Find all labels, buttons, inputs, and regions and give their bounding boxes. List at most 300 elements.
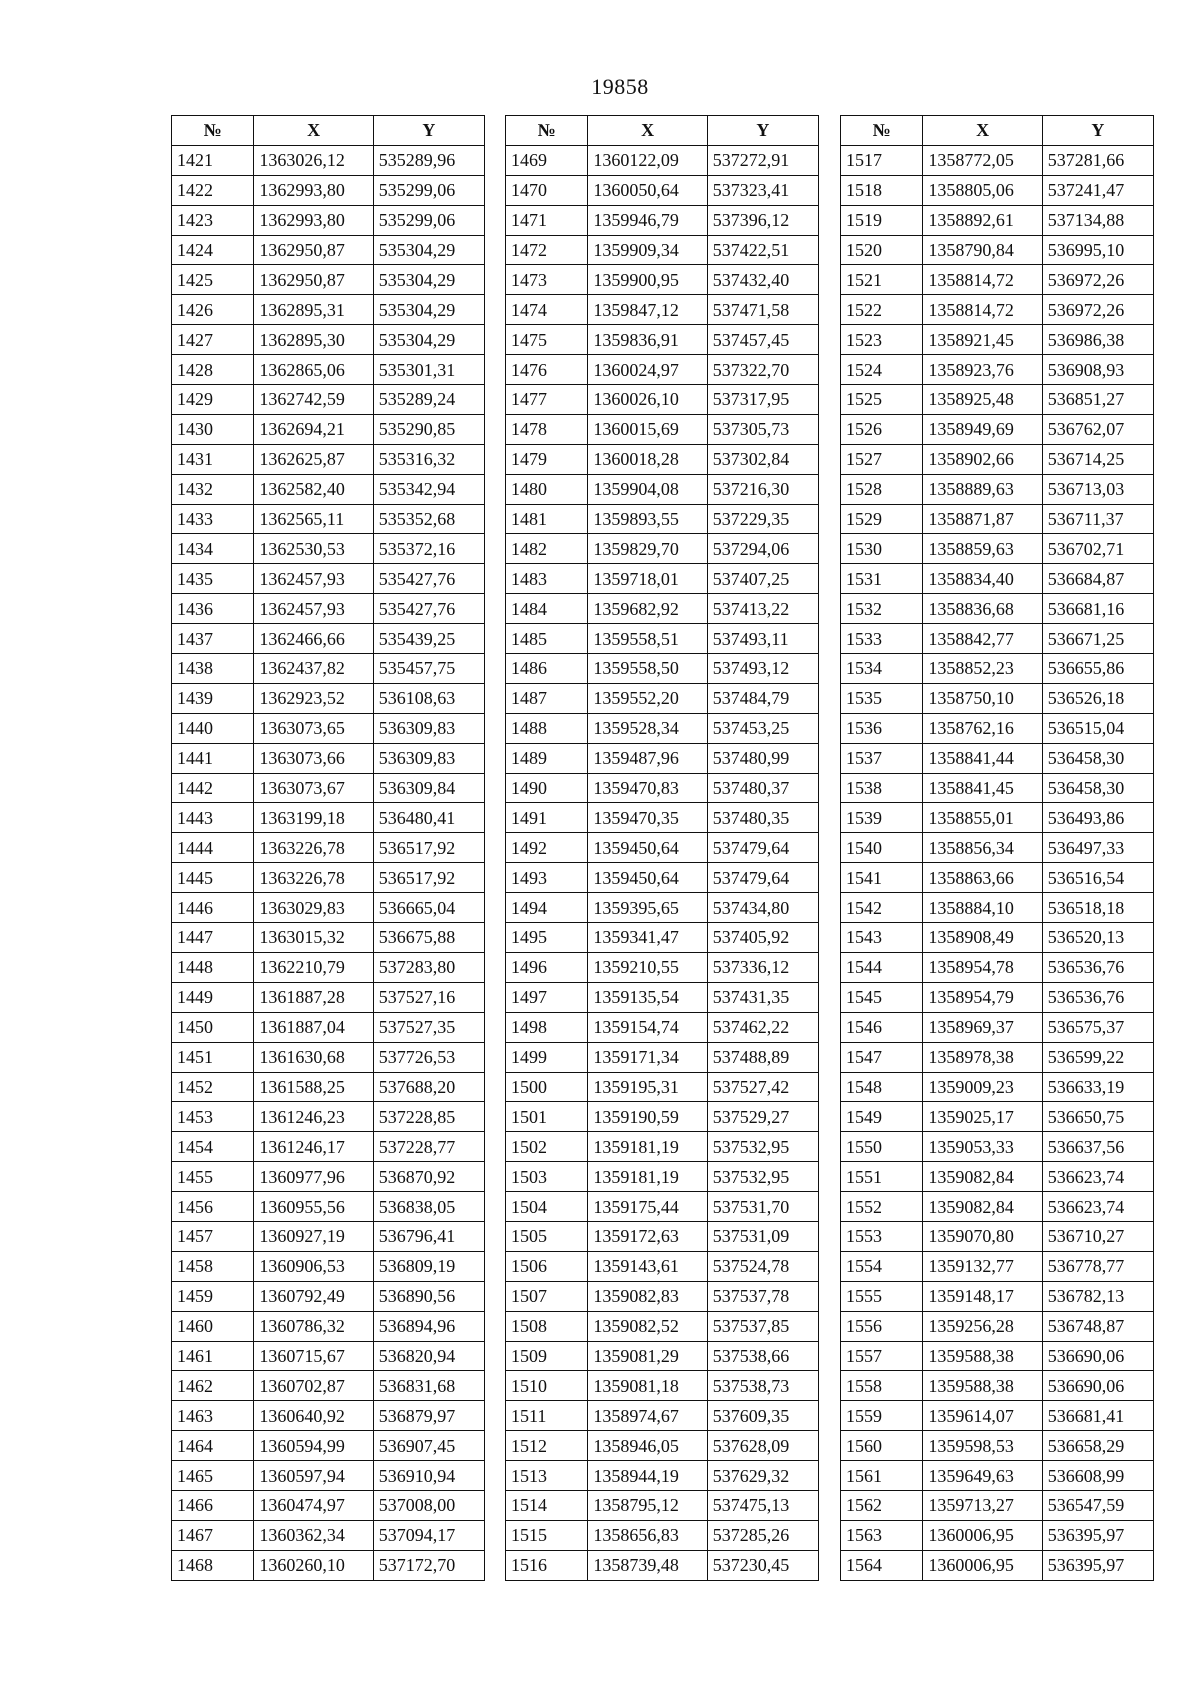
x-coordinate-cell: 1360018,28 <box>588 444 707 474</box>
y-coordinate-cell: 537538,66 <box>707 1341 818 1371</box>
x-coordinate-cell: 1360597,94 <box>254 1461 373 1491</box>
y-coordinate-cell: 537609,35 <box>707 1401 818 1431</box>
y-coordinate-cell: 535304,29 <box>373 265 484 295</box>
point-number-cell: 1437 <box>172 624 254 654</box>
x-coordinate-cell: 1360640,92 <box>254 1401 373 1431</box>
point-number-cell: 1467 <box>172 1520 254 1550</box>
y-coordinate-cell: 537488,89 <box>707 1042 818 1072</box>
table-row <box>841 1132 1154 1162</box>
point-number-cell: 1508 <box>506 1311 588 1341</box>
point-number-cell: 1436 <box>172 594 254 624</box>
table-row <box>506 1311 819 1341</box>
y-coordinate-cell: 536894,96 <box>373 1311 484 1341</box>
table-row <box>172 952 485 982</box>
y-coordinate-cell: 535352,68 <box>373 504 484 534</box>
table-row <box>506 1012 819 1042</box>
point-number-cell: 1456 <box>172 1192 254 1222</box>
point-number-cell: 1431 <box>172 444 254 474</box>
point-number-cell: 1546 <box>841 1012 923 1042</box>
x-coordinate-cell: 1359082,83 <box>588 1281 707 1311</box>
table-row <box>841 474 1154 504</box>
table-row <box>841 952 1154 982</box>
table-row <box>506 952 819 982</box>
x-coordinate-cell: 1362865,06 <box>254 355 373 385</box>
table-row <box>841 1431 1154 1461</box>
x-coordinate-cell: 1362210,79 <box>254 952 373 982</box>
y-coordinate-cell: 537493,11 <box>707 624 818 654</box>
point-number-cell: 1516 <box>506 1550 588 1580</box>
x-coordinate-cell: 1359528,34 <box>588 713 707 743</box>
x-coordinate-cell: 1360024,97 <box>588 355 707 385</box>
point-number-cell: 1513 <box>506 1461 588 1491</box>
x-coordinate-cell: 1358902,66 <box>923 444 1042 474</box>
table-row <box>841 1221 1154 1251</box>
table-row <box>841 1341 1154 1371</box>
point-number-cell: 1505 <box>506 1221 588 1251</box>
table-row <box>506 743 819 773</box>
x-coordinate-cell: 1363199,18 <box>254 803 373 833</box>
point-number-cell: 1538 <box>841 773 923 803</box>
x-coordinate-cell: 1360702,87 <box>254 1371 373 1401</box>
y-coordinate-cell: 535457,75 <box>373 654 484 684</box>
y-coordinate-cell: 536633,19 <box>1042 1072 1153 1102</box>
x-coordinate-cell: 1358814,72 <box>923 295 1042 325</box>
table-row <box>172 1162 485 1192</box>
y-coordinate-cell: 536623,74 <box>1042 1192 1153 1222</box>
x-coordinate-cell: 1359614,07 <box>923 1401 1042 1431</box>
coordinates-table-2 <box>505 115 819 1581</box>
x-coordinate-cell: 1359070,80 <box>923 1221 1042 1251</box>
point-number-cell: 1453 <box>172 1102 254 1132</box>
table-row <box>172 1550 485 1580</box>
point-number-cell: 1450 <box>172 1012 254 1042</box>
point-number-cell: 1460 <box>172 1311 254 1341</box>
point-number-cell: 1523 <box>841 325 923 355</box>
point-number-cell: 1517 <box>841 145 923 175</box>
x-coordinate-cell: 1362565,11 <box>254 504 373 534</box>
y-coordinate-cell: 536517,92 <box>373 833 484 863</box>
point-number-cell: 1455 <box>172 1162 254 1192</box>
y-coordinate-cell: 537172,70 <box>373 1550 484 1580</box>
point-number-cell: 1547 <box>841 1042 923 1072</box>
y-coordinate-cell: 537462,22 <box>707 1012 818 1042</box>
y-coordinate-cell: 537527,42 <box>707 1072 818 1102</box>
y-coordinate-cell: 537008,00 <box>373 1490 484 1520</box>
table-row <box>172 1072 485 1102</box>
point-number-cell: 1542 <box>841 893 923 923</box>
x-coordinate-cell: 1361887,04 <box>254 1012 373 1042</box>
point-number-cell: 1512 <box>506 1431 588 1461</box>
y-coordinate-cell: 536838,05 <box>373 1192 484 1222</box>
x-coordinate-cell: 1360362,34 <box>254 1520 373 1550</box>
table-row <box>172 833 485 863</box>
table-row <box>506 683 819 713</box>
x-coordinate-cell: 1363015,32 <box>254 923 373 953</box>
point-number-cell: 1445 <box>172 863 254 893</box>
table-row <box>841 833 1154 863</box>
table-row <box>841 1102 1154 1132</box>
y-coordinate-cell: 537537,85 <box>707 1311 818 1341</box>
table-row <box>841 1490 1154 1520</box>
point-number-cell: 1496 <box>506 952 588 982</box>
x-coordinate-cell: 1358855,01 <box>923 803 1042 833</box>
y-coordinate-cell: 537471,58 <box>707 295 818 325</box>
point-number-cell: 1504 <box>506 1192 588 1222</box>
point-number-cell: 1531 <box>841 564 923 594</box>
table-row <box>172 1371 485 1401</box>
point-number-cell: 1556 <box>841 1311 923 1341</box>
x-coordinate-cell: 1362950,87 <box>254 265 373 295</box>
point-number-cell: 1442 <box>172 773 254 803</box>
point-number-cell: 1457 <box>172 1221 254 1251</box>
point-number-cell: 1545 <box>841 982 923 1012</box>
table-row <box>172 1311 485 1341</box>
table-row <box>172 923 485 953</box>
y-coordinate-cell: 535427,76 <box>373 594 484 624</box>
point-number-cell: 1499 <box>506 1042 588 1072</box>
table-row <box>841 145 1154 175</box>
y-coordinate-cell: 535299,06 <box>373 175 484 205</box>
point-number-cell: 1473 <box>506 265 588 295</box>
point-number-cell: 1563 <box>841 1520 923 1550</box>
table-row <box>506 863 819 893</box>
point-number-cell: 1483 <box>506 564 588 594</box>
x-coordinate-cell: 1358795,12 <box>588 1490 707 1520</box>
y-coordinate-cell: 536870,92 <box>373 1162 484 1192</box>
point-number-cell: 1430 <box>172 414 254 444</box>
table-row <box>172 654 485 684</box>
point-number-cell: 1527 <box>841 444 923 474</box>
y-coordinate-cell: 536650,75 <box>1042 1102 1153 1132</box>
point-number-cell: 1444 <box>172 833 254 863</box>
table-row <box>841 1012 1154 1042</box>
x-coordinate-cell: 1359893,55 <box>588 504 707 534</box>
y-coordinate-cell: 537484,79 <box>707 683 818 713</box>
point-number-cell: 1557 <box>841 1341 923 1371</box>
table-row <box>841 1251 1154 1281</box>
table-row <box>506 1490 819 1520</box>
y-coordinate-cell: 537323,41 <box>707 175 818 205</box>
point-number-cell: 1446 <box>172 893 254 923</box>
point-number-cell: 1533 <box>841 624 923 654</box>
point-number-cell: 1485 <box>506 624 588 654</box>
x-coordinate-cell: 1359171,34 <box>588 1042 707 1072</box>
table-row <box>506 175 819 205</box>
point-number-cell: 1492 <box>506 833 588 863</box>
table-row <box>506 325 819 355</box>
x-coordinate-cell: 1359190,59 <box>588 1102 707 1132</box>
point-number-cell: 1475 <box>506 325 588 355</box>
y-coordinate-cell: 536395,97 <box>1042 1520 1153 1550</box>
table-row <box>172 205 485 235</box>
y-coordinate-cell: 535439,25 <box>373 624 484 654</box>
x-coordinate-cell: 1360260,10 <box>254 1550 373 1580</box>
table-row <box>172 175 485 205</box>
table-row <box>172 414 485 444</box>
y-coordinate-cell: 537302,84 <box>707 444 818 474</box>
table-row <box>172 1192 485 1222</box>
x-coordinate-cell: 1358852,23 <box>923 654 1042 684</box>
point-number-cell: 1534 <box>841 654 923 684</box>
x-coordinate-cell: 1360026,10 <box>588 385 707 415</box>
x-coordinate-cell: 1358842,77 <box>923 624 1042 654</box>
point-number-cell: 1493 <box>506 863 588 893</box>
point-number-cell: 1440 <box>172 713 254 743</box>
x-coordinate-cell: 1361887,28 <box>254 982 373 1012</box>
x-coordinate-cell: 1359082,84 <box>923 1192 1042 1222</box>
x-coordinate-cell: 1361246,17 <box>254 1132 373 1162</box>
x-coordinate-cell: 1359148,17 <box>923 1281 1042 1311</box>
table-row <box>506 893 819 923</box>
point-number-cell: 1506 <box>506 1251 588 1281</box>
x-coordinate-cell: 1358856,34 <box>923 833 1042 863</box>
table-row <box>172 474 485 504</box>
point-number-cell: 1464 <box>172 1431 254 1461</box>
y-coordinate-cell: 535304,29 <box>373 235 484 265</box>
point-number-cell: 1543 <box>841 923 923 953</box>
point-number-cell: 1486 <box>506 654 588 684</box>
point-number-cell: 1488 <box>506 713 588 743</box>
point-number-cell: 1422 <box>172 175 254 205</box>
x-coordinate-cell: 1359143,61 <box>588 1251 707 1281</box>
x-coordinate-cell: 1359082,84 <box>923 1162 1042 1192</box>
table-row <box>841 654 1154 684</box>
table-row <box>506 205 819 235</box>
y-coordinate-cell: 535301,31 <box>373 355 484 385</box>
y-coordinate-cell: 536493,86 <box>1042 803 1153 833</box>
point-number-cell: 1426 <box>172 295 254 325</box>
table-row <box>172 743 485 773</box>
x-coordinate-cell: 1362694,21 <box>254 414 373 444</box>
point-number-cell: 1433 <box>172 504 254 534</box>
point-number-cell: 1544 <box>841 952 923 982</box>
y-coordinate-cell: 536690,06 <box>1042 1341 1153 1371</box>
y-coordinate-cell: 536890,56 <box>373 1281 484 1311</box>
y-coordinate-cell: 536309,83 <box>373 743 484 773</box>
x-coordinate-cell: 1358859,63 <box>923 534 1042 564</box>
x-coordinate-cell: 1362742,59 <box>254 385 373 415</box>
table-row <box>841 1042 1154 1072</box>
table-row <box>506 923 819 953</box>
x-coordinate-cell: 1359175,44 <box>588 1192 707 1222</box>
table-row <box>172 385 485 415</box>
point-number-cell: 1476 <box>506 355 588 385</box>
y-coordinate-cell: 536851,27 <box>1042 385 1153 415</box>
point-number-cell: 1489 <box>506 743 588 773</box>
table-row <box>172 624 485 654</box>
point-number-cell: 1482 <box>506 534 588 564</box>
x-coordinate-cell: 1359836,91 <box>588 325 707 355</box>
table-row <box>172 1281 485 1311</box>
column-header-y: Y <box>1042 116 1153 146</box>
y-coordinate-cell: 536658,29 <box>1042 1431 1153 1461</box>
x-coordinate-cell: 1358871,87 <box>923 504 1042 534</box>
y-coordinate-cell: 536655,86 <box>1042 654 1153 684</box>
y-coordinate-cell: 536710,27 <box>1042 1221 1153 1251</box>
table-row <box>172 1490 485 1520</box>
table-row <box>172 1042 485 1072</box>
table-row <box>172 265 485 295</box>
y-coordinate-cell: 536520,13 <box>1042 923 1153 953</box>
table-row <box>841 893 1154 923</box>
y-coordinate-cell: 536516,54 <box>1042 863 1153 893</box>
table-row <box>506 594 819 624</box>
y-coordinate-cell: 537134,88 <box>1042 205 1153 235</box>
table-row <box>841 175 1154 205</box>
y-coordinate-cell: 536547,59 <box>1042 1490 1153 1520</box>
table-row <box>506 1341 819 1371</box>
point-number-cell: 1435 <box>172 564 254 594</box>
point-number-cell: 1532 <box>841 594 923 624</box>
x-coordinate-cell: 1361246,23 <box>254 1102 373 1132</box>
y-coordinate-cell: 537531,09 <box>707 1221 818 1251</box>
x-coordinate-cell: 1358954,79 <box>923 982 1042 1012</box>
x-coordinate-cell: 1360786,32 <box>254 1311 373 1341</box>
table-row <box>506 1550 819 1580</box>
column-header-number: № <box>172 116 254 146</box>
x-coordinate-cell: 1358863,66 <box>923 863 1042 893</box>
table-row <box>172 1461 485 1491</box>
y-coordinate-cell: 536108,63 <box>373 683 484 713</box>
point-number-cell: 1454 <box>172 1132 254 1162</box>
x-coordinate-cell: 1359470,35 <box>588 803 707 833</box>
y-coordinate-cell: 537281,66 <box>1042 145 1153 175</box>
y-coordinate-cell: 536671,25 <box>1042 624 1153 654</box>
x-coordinate-cell: 1359649,63 <box>923 1461 1042 1491</box>
x-coordinate-cell: 1359909,34 <box>588 235 707 265</box>
x-coordinate-cell: 1359195,31 <box>588 1072 707 1102</box>
y-coordinate-cell: 537480,99 <box>707 743 818 773</box>
y-coordinate-cell: 537285,26 <box>707 1520 818 1550</box>
table-row <box>841 414 1154 444</box>
x-coordinate-cell: 1362950,87 <box>254 235 373 265</box>
column-header-number: № <box>506 116 588 146</box>
y-coordinate-cell: 537493,12 <box>707 654 818 684</box>
table-row <box>172 893 485 923</box>
table-row <box>506 1520 819 1550</box>
table-row <box>506 624 819 654</box>
x-coordinate-cell: 1360122,09 <box>588 145 707 175</box>
table-row <box>506 1221 819 1251</box>
coordinates-table-1 <box>171 115 485 1581</box>
point-number-cell: 1510 <box>506 1371 588 1401</box>
y-coordinate-cell: 536972,26 <box>1042 265 1153 295</box>
table-row <box>841 863 1154 893</box>
x-coordinate-cell: 1359081,18 <box>588 1371 707 1401</box>
table-row <box>172 235 485 265</box>
x-coordinate-cell: 1358892,61 <box>923 205 1042 235</box>
x-coordinate-cell: 1358814,72 <box>923 265 1042 295</box>
y-coordinate-cell: 536908,93 <box>1042 355 1153 385</box>
point-number-cell: 1470 <box>506 175 588 205</box>
x-coordinate-cell: 1362993,80 <box>254 205 373 235</box>
x-coordinate-cell: 1362437,82 <box>254 654 373 684</box>
x-coordinate-cell: 1360006,95 <box>923 1520 1042 1550</box>
point-number-cell: 1540 <box>841 833 923 863</box>
table-row <box>506 1431 819 1461</box>
point-number-cell: 1561 <box>841 1461 923 1491</box>
x-coordinate-cell: 1359132,77 <box>923 1251 1042 1281</box>
table-row <box>172 1132 485 1162</box>
table-row <box>841 325 1154 355</box>
point-number-cell: 1465 <box>172 1461 254 1491</box>
x-coordinate-cell: 1362923,52 <box>254 683 373 713</box>
table-row <box>506 1281 819 1311</box>
table-row <box>172 594 485 624</box>
x-coordinate-cell: 1359904,08 <box>588 474 707 504</box>
y-coordinate-cell: 536690,06 <box>1042 1371 1153 1401</box>
table-row <box>506 355 819 385</box>
x-coordinate-cell: 1359172,63 <box>588 1221 707 1251</box>
x-coordinate-cell: 1358889,63 <box>923 474 1042 504</box>
point-number-cell: 1530 <box>841 534 923 564</box>
point-number-cell: 1472 <box>506 235 588 265</box>
table-row <box>841 1371 1154 1401</box>
y-coordinate-cell: 536517,92 <box>373 863 484 893</box>
y-coordinate-cell: 536675,88 <box>373 923 484 953</box>
point-number-cell: 1451 <box>172 1042 254 1072</box>
x-coordinate-cell: 1358762,16 <box>923 713 1042 743</box>
y-coordinate-cell: 537317,95 <box>707 385 818 415</box>
table-row <box>841 624 1154 654</box>
point-number-cell: 1421 <box>172 145 254 175</box>
point-number-cell: 1463 <box>172 1401 254 1431</box>
point-number-cell: 1490 <box>506 773 588 803</box>
table-header-row <box>506 116 819 146</box>
point-number-cell: 1425 <box>172 265 254 295</box>
table-row <box>841 1072 1154 1102</box>
x-coordinate-cell: 1363029,83 <box>254 893 373 923</box>
y-coordinate-cell: 536608,99 <box>1042 1461 1153 1491</box>
point-number-cell: 1423 <box>172 205 254 235</box>
point-number-cell: 1452 <box>172 1072 254 1102</box>
point-number-cell: 1429 <box>172 385 254 415</box>
table-row <box>172 1012 485 1042</box>
x-coordinate-cell: 1362993,80 <box>254 175 373 205</box>
y-coordinate-cell: 536526,18 <box>1042 683 1153 713</box>
table-row <box>506 773 819 803</box>
point-number-cell: 1541 <box>841 863 923 893</box>
point-number-cell: 1515 <box>506 1520 588 1550</box>
y-coordinate-cell: 537094,17 <box>373 1520 484 1550</box>
x-coordinate-cell: 1359081,29 <box>588 1341 707 1371</box>
point-number-cell: 1469 <box>506 145 588 175</box>
point-number-cell: 1459 <box>172 1281 254 1311</box>
y-coordinate-cell: 536497,33 <box>1042 833 1153 863</box>
y-coordinate-cell: 536309,83 <box>373 713 484 743</box>
point-number-cell: 1528 <box>841 474 923 504</box>
x-coordinate-cell: 1358841,44 <box>923 743 1042 773</box>
table-row <box>841 444 1154 474</box>
table-row <box>841 1311 1154 1341</box>
table-row <box>172 564 485 594</box>
y-coordinate-cell: 537241,47 <box>1042 175 1153 205</box>
y-coordinate-cell: 537413,22 <box>707 594 818 624</box>
column-header-number: № <box>841 116 923 146</box>
table-row <box>172 355 485 385</box>
table-row <box>841 773 1154 803</box>
x-coordinate-cell: 1358944,19 <box>588 1461 707 1491</box>
y-coordinate-cell: 535304,29 <box>373 295 484 325</box>
x-coordinate-cell: 1359009,23 <box>923 1072 1042 1102</box>
y-coordinate-cell: 536879,97 <box>373 1401 484 1431</box>
table-row <box>506 1042 819 1072</box>
y-coordinate-cell: 536972,26 <box>1042 295 1153 325</box>
y-coordinate-cell: 537527,35 <box>373 1012 484 1042</box>
table-row <box>506 145 819 175</box>
y-coordinate-cell: 537479,64 <box>707 833 818 863</box>
point-number-cell: 1448 <box>172 952 254 982</box>
